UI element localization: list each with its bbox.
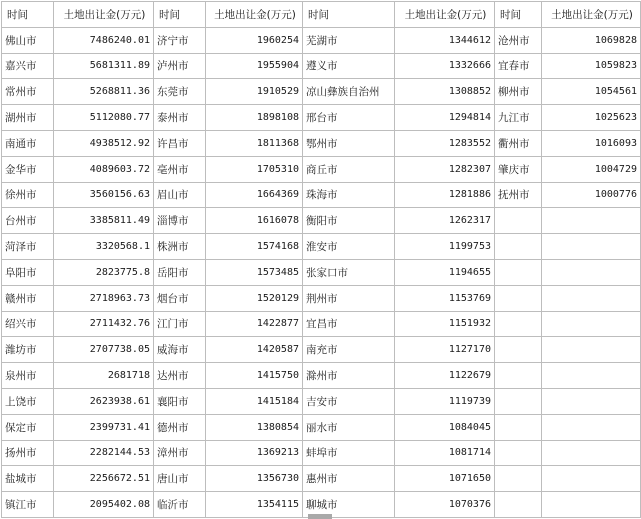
table-row [2, 285, 641, 311]
city-cell: 临沂市 [154, 492, 206, 518]
city-cell: 许昌市 [154, 130, 206, 156]
amount-cell [542, 414, 641, 440]
amount-cell: 1070376 [395, 492, 495, 518]
amount-cell: 1705310 [206, 156, 303, 182]
amount-cell: 1025623 [542, 105, 641, 131]
city-cell [495, 311, 542, 337]
city-cell: 江门市 [154, 311, 206, 337]
city-cell: 佛山市 [2, 27, 54, 53]
city-cell: 达州市 [154, 363, 206, 389]
city-cell: 唐山市 [154, 466, 206, 492]
amount-cell: 5268811.36 [54, 79, 154, 105]
city-cell: 柳州市 [495, 79, 542, 105]
amount-cell: 1332666 [395, 53, 495, 79]
amount-cell: 1520129 [206, 285, 303, 311]
table-row [2, 53, 641, 79]
header-amount-4: 土地出让金(万元) [542, 2, 641, 28]
amount-cell: 1811368 [206, 130, 303, 156]
city-cell: 济宁市 [154, 27, 206, 53]
city-cell: 襄阳市 [154, 388, 206, 414]
amount-cell: 1000776 [542, 182, 641, 208]
header-amount-1: 土地出让金(万元) [54, 2, 154, 28]
table-row [2, 156, 641, 182]
city-cell [495, 440, 542, 466]
table-row [2, 388, 641, 414]
city-cell: 镇江市 [2, 492, 54, 518]
city-cell: 盐城市 [2, 466, 54, 492]
city-cell: 台州市 [2, 208, 54, 234]
amount-cell [542, 363, 641, 389]
amount-cell: 1294814 [395, 105, 495, 131]
amount-cell: 5112080.77 [54, 105, 154, 131]
amount-cell: 1960254 [206, 27, 303, 53]
amount-cell: 2623938.61 [54, 388, 154, 414]
amount-cell [542, 234, 641, 260]
city-cell: 潍坊市 [2, 337, 54, 363]
table-row [2, 234, 641, 260]
amount-cell [542, 337, 641, 363]
amount-cell: 1898108 [206, 105, 303, 131]
city-cell: 芜湖市 [303, 27, 395, 53]
amount-cell: 1081714 [395, 440, 495, 466]
table-row [2, 182, 641, 208]
amount-cell: 1199753 [395, 234, 495, 260]
amount-cell: 1084045 [395, 414, 495, 440]
table-row [2, 466, 641, 492]
amount-cell: 1054561 [542, 79, 641, 105]
city-cell: 漳州市 [154, 440, 206, 466]
city-cell: 惠州市 [303, 466, 395, 492]
city-cell: 保定市 [2, 414, 54, 440]
amount-cell [542, 492, 641, 518]
amount-cell: 1119739 [395, 388, 495, 414]
amount-cell: 1420587 [206, 337, 303, 363]
city-cell: 肇庆市 [495, 156, 542, 182]
land-transfer-table [1, 1, 641, 518]
header-row [2, 2, 641, 28]
city-cell [495, 259, 542, 285]
city-cell: 亳州市 [154, 156, 206, 182]
city-cell [495, 388, 542, 414]
amount-cell: 1664369 [206, 182, 303, 208]
amount-cell: 1283552 [395, 130, 495, 156]
city-cell: 荆州市 [303, 285, 395, 311]
header-time-1: 时间 [2, 2, 54, 28]
table-row [2, 311, 641, 337]
amount-cell: 5681311.89 [54, 53, 154, 79]
header-amount-2: 土地出让金(万元) [206, 2, 303, 28]
header-time-2: 时间 [154, 2, 206, 28]
amount-cell: 1415184 [206, 388, 303, 414]
amount-cell: 1574168 [206, 234, 303, 260]
amount-cell: 2707738.05 [54, 337, 154, 363]
city-cell: 商丘市 [303, 156, 395, 182]
amount-cell: 1415750 [206, 363, 303, 389]
amount-cell [542, 311, 641, 337]
city-cell: 泉州市 [2, 363, 54, 389]
table-row [2, 259, 641, 285]
city-cell: 德州市 [154, 414, 206, 440]
amount-cell: 2399731.41 [54, 414, 154, 440]
amount-cell: 1910529 [206, 79, 303, 105]
city-cell: 东莞市 [154, 79, 206, 105]
amount-cell: 1308852 [395, 79, 495, 105]
amount-cell: 1016093 [542, 130, 641, 156]
amount-cell: 1004729 [542, 156, 641, 182]
amount-cell: 2256672.51 [54, 466, 154, 492]
city-cell [495, 337, 542, 363]
amount-cell: 3320568.1 [54, 234, 154, 260]
amount-cell: 1344612 [395, 27, 495, 53]
amount-cell: 2718963.73 [54, 285, 154, 311]
amount-cell: 1573485 [206, 259, 303, 285]
amount-cell: 1422877 [206, 311, 303, 337]
city-cell: 阜阳市 [2, 259, 54, 285]
amount-cell [542, 466, 641, 492]
table-row [2, 208, 641, 234]
amount-cell: 1616078 [206, 208, 303, 234]
amount-cell: 2095402.08 [54, 492, 154, 518]
city-cell [495, 414, 542, 440]
amount-cell: 1380854 [206, 414, 303, 440]
amount-cell: 1069828 [542, 27, 641, 53]
city-cell: 衢州市 [495, 130, 542, 156]
city-cell: 九江市 [495, 105, 542, 131]
header-amount-3: 土地出让金(万元) [395, 2, 495, 28]
amount-cell: 2711432.76 [54, 311, 154, 337]
table-row [2, 105, 641, 131]
table-row [2, 130, 641, 156]
city-cell: 聊城市 [303, 492, 395, 518]
amount-cell: 1151932 [395, 311, 495, 337]
table-row [2, 414, 641, 440]
city-cell [495, 466, 542, 492]
amount-cell: 4089603.72 [54, 156, 154, 182]
city-cell: 沧州市 [495, 27, 542, 53]
city-cell: 湖州市 [2, 105, 54, 131]
amount-cell [542, 259, 641, 285]
amount-cell: 1356730 [206, 466, 303, 492]
scroll-indicator[interactable] [308, 514, 332, 519]
table-row [2, 337, 641, 363]
amount-cell: 1059823 [542, 53, 641, 79]
amount-cell: 1281886 [395, 182, 495, 208]
amount-cell [542, 285, 641, 311]
city-cell [495, 363, 542, 389]
amount-cell [542, 208, 641, 234]
city-cell [495, 208, 542, 234]
city-cell: 岳阳市 [154, 259, 206, 285]
city-cell: 赣州市 [2, 285, 54, 311]
amount-cell: 2282144.53 [54, 440, 154, 466]
city-cell: 烟台市 [154, 285, 206, 311]
city-cell: 株洲市 [154, 234, 206, 260]
amount-cell: 1369213 [206, 440, 303, 466]
city-cell: 淄博市 [154, 208, 206, 234]
header-time-4: 时间 [495, 2, 542, 28]
amount-cell [542, 388, 641, 414]
city-cell [495, 492, 542, 518]
city-cell: 泸州市 [154, 53, 206, 79]
city-cell: 威海市 [154, 337, 206, 363]
amount-cell: 2681718 [54, 363, 154, 389]
amount-cell: 1071650 [395, 466, 495, 492]
city-cell: 金华市 [2, 156, 54, 182]
amount-cell [542, 440, 641, 466]
city-cell: 眉山市 [154, 182, 206, 208]
amount-cell: 3385811.49 [54, 208, 154, 234]
city-cell: 邢台市 [303, 105, 395, 131]
amount-cell: 1262317 [395, 208, 495, 234]
amount-cell: 1354115 [206, 492, 303, 518]
city-cell: 上饶市 [2, 388, 54, 414]
amount-cell: 7486240.01 [54, 27, 154, 53]
city-cell: 滁州市 [303, 363, 395, 389]
city-cell: 丽水市 [303, 414, 395, 440]
city-cell: 嘉兴市 [2, 53, 54, 79]
city-cell: 徐州市 [2, 182, 54, 208]
city-cell: 扬州市 [2, 440, 54, 466]
city-cell: 衡阳市 [303, 208, 395, 234]
amount-cell: 1194655 [395, 259, 495, 285]
city-cell: 宜春市 [495, 53, 542, 79]
city-cell: 南通市 [2, 130, 54, 156]
city-cell: 张家口市 [303, 259, 395, 285]
amount-cell: 1282307 [395, 156, 495, 182]
city-cell: 凉山彝族自治州 [303, 79, 395, 105]
city-cell: 常州市 [2, 79, 54, 105]
amount-cell: 4938512.92 [54, 130, 154, 156]
city-cell: 珠海市 [303, 182, 395, 208]
city-cell: 遵义市 [303, 53, 395, 79]
table-row [2, 27, 641, 53]
amount-cell: 1153769 [395, 285, 495, 311]
city-cell: 吉安市 [303, 388, 395, 414]
city-cell: 鄂州市 [303, 130, 395, 156]
city-cell: 菏泽市 [2, 234, 54, 260]
amount-cell: 1955904 [206, 53, 303, 79]
table-row [2, 79, 641, 105]
city-cell [495, 285, 542, 311]
city-cell [495, 234, 542, 260]
city-cell: 泰州市 [154, 105, 206, 131]
amount-cell: 1122679 [395, 363, 495, 389]
amount-cell: 3560156.63 [54, 182, 154, 208]
amount-cell: 2823775.8 [54, 259, 154, 285]
city-cell: 抚州市 [495, 182, 542, 208]
city-cell: 南充市 [303, 337, 395, 363]
table-row [2, 440, 641, 466]
city-cell: 蚌埠市 [303, 440, 395, 466]
table-row [2, 363, 641, 389]
city-cell: 绍兴市 [2, 311, 54, 337]
city-cell: 宜昌市 [303, 311, 395, 337]
header-time-3: 时间 [303, 2, 395, 28]
city-cell: 淮安市 [303, 234, 395, 260]
amount-cell: 1127170 [395, 337, 495, 363]
